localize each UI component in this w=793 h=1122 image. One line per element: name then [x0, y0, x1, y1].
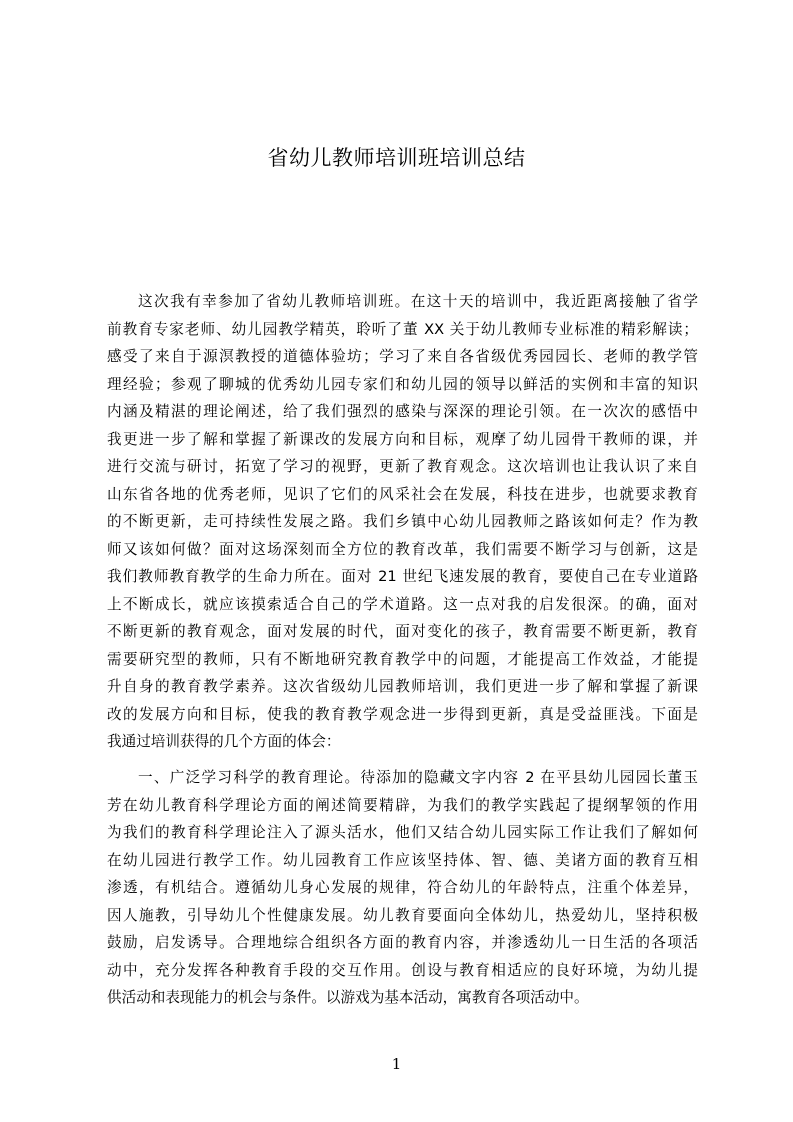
- paragraph-line: 内涵及精湛的理论阐述，给了我们强烈的感染与深深的理论引领。在一次次的感悟中: [107, 403, 698, 420]
- paragraph-1: [107, 288, 698, 756]
- paragraph-line: 理经验；参观了聊城的优秀幼儿园专家们和幼儿园的领导以鲜活的实例和丰富的知识: [107, 375, 698, 393]
- paragraph-line: 我更进一步了解和掌握了新课改的发展方向和目标，观摩了幼儿园骨干教师的课，并: [107, 430, 698, 448]
- paragraph-line: 一、广泛学习科学的教育理论。待添加的隐藏文字内容 2 在平县幼儿园园长董玉: [138, 769, 698, 786]
- document-title: 省幼儿教师培训班培训总结: [267, 146, 526, 170]
- paragraph-line: 上不断成长，就应该摸索适合自己的学术道路。这一点对我的启发很深。的确，面对: [107, 595, 698, 613]
- paragraph-line: 进行交流与研讨，拓宽了学习的视野，更新了教育观念。这次培训也让我认识了来自: [107, 458, 698, 475]
- paragraph-line: 不断更新的教育观念，面对发展的时代，面对变化的孩子，教育需要不断更新，教育: [107, 623, 698, 640]
- paragraph-2: [107, 764, 698, 1012]
- paragraph-line: 渗透，有机结合。遵循幼儿身心发展的规律，符合幼儿的年龄特点，注重个体差异，: [107, 879, 698, 896]
- paragraph-line: 我通过培训获得的几个方面的体会：: [107, 733, 341, 750]
- paragraph-line: 芳在幼儿教育科学理论方面的阐述简要精辟，为我们的教学实践起了提纲挈领的作用: [107, 796, 698, 814]
- paragraph-line: 改的发展方向和目标，使我的教育教学观念进一步得到更新，真是受益匪浅。下面是: [107, 705, 698, 723]
- paragraph-line: 动中，充分发挥各种教育手段的交互作用。创设与教育相适应的良好环境，为幼儿提: [107, 961, 698, 979]
- paragraph-line: 在幼儿园进行教学工作。幼儿园教育工作应该坚持体、智、德、美诸方面的教育互相: [107, 851, 698, 869]
- paragraph-line: 供活动和表现能力的机会与条件。以游戏为基本活动，寓教育各项活动中。: [107, 989, 589, 1006]
- paragraph-line: 感受了来自于源溟教授的道德体验坊；学习了来自各省级优秀园园长、老师的教学管: [107, 348, 698, 365]
- paragraph-line: 山东省各地的优秀老师，见识了它们的风采社会在发展，科技在进步，也就要求教育: [107, 485, 698, 503]
- paragraph-line: 这次我有幸参加了省幼儿教师培训班。在这十天的培训中，我近距离接触了省学: [138, 293, 698, 310]
- paragraph-line: 师又该如何做？面对这场深刻而全方位的教育改革，我们需要不断学习与创新，这是: [107, 540, 698, 558]
- paragraph-line: 为我们的教育科学理论注入了源头活水，他们又结合幼儿园实际工作让我们了解如何: [107, 824, 698, 841]
- paragraph-line: 鼓励，启发诱导。合理地综合组织各方面的教育内容，并渗透幼儿一日生活的各项活: [107, 934, 698, 951]
- paragraph-line: 因人施教，引导幼儿个性健康发展。幼儿教育要面向全体幼儿，热爱幼儿，坚持积极: [107, 906, 698, 924]
- page-number: 1: [391, 1055, 402, 1073]
- paragraph-line: 我们教师教育教学的生命力所在。面对 21 世纪飞速发展的教育，要使自己在专业道路: [107, 568, 698, 585]
- paragraph-line: 需要研究型的教师，只有不断地研究教育教学中的问题，才能提高工作效益，才能提: [107, 650, 698, 668]
- paragraph-line: 前教育专家老师、幼儿园教学精英，聆听了董 XX 关于幼儿教师专业标准的精彩解读；: [107, 320, 698, 338]
- paragraph-line: 的不断更新，走可持续性发展之路。我们乡镇中心幼儿园教师之路该如何走？作为教: [107, 513, 698, 530]
- paragraph-line: 升自身的教育教学素养。这次省级幼儿园教师培训，我们更进一步了解和掌握了新课: [107, 678, 698, 695]
